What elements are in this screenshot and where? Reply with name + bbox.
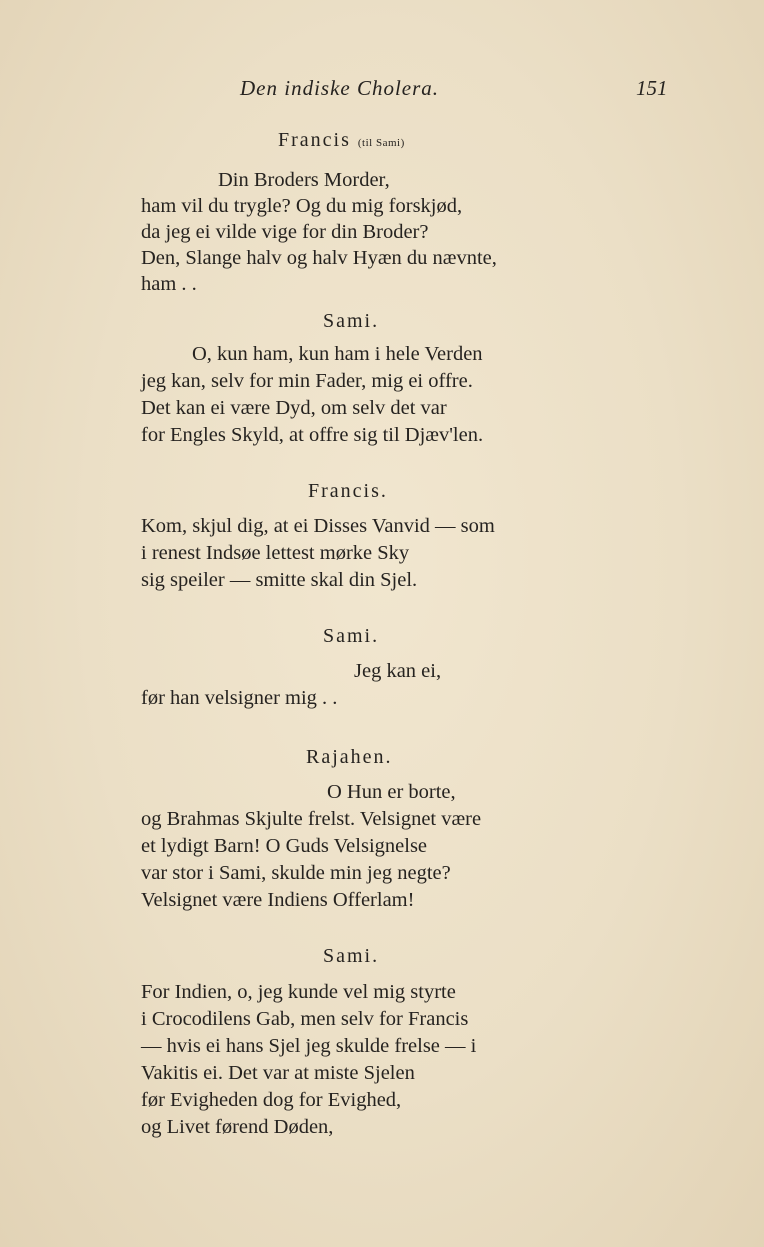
speaker-heading: Francis. [308,480,388,502]
verse-line: Jeg kan ei, [354,660,442,682]
running-header-title: Den indiske Cholera. [240,76,440,100]
speaker-heading: Sami. [323,625,380,647]
verse-line: For Indien, o, jeg kunde vel mig styrte [141,981,456,1003]
speaker-heading: Sami. [323,945,380,967]
verse-line: Den, Slange halv og halv Hyæn du nævnte, [141,247,497,269]
verse-line: et lydigt Barn! O Guds Velsignelse [141,835,428,857]
verse-line: før han velsigner mig . . [141,687,338,709]
verse-line: og Livet førend Døden, [141,1116,334,1138]
verse-line: i Crocodilens Gab, men selv for Francis [141,1008,469,1030]
speaker-heading: Rajahen. [306,746,393,768]
verse-line: — hvis ei hans Sjel jeg skulde frelse — i [141,1035,477,1057]
stage-direction: (til Sami) [357,137,405,149]
verse-line: ham . . [141,273,197,295]
speaker-heading: Sami. [323,310,380,332]
verse-line: O Hun er borte, [327,781,456,803]
verse-line: Velsignet være Indiens Offerlam! [141,889,415,911]
verse-line: Vakitis ei. Det var at miste Sjelen [141,1062,415,1084]
verse-line: O, kun ham, kun ham i hele Verden [192,343,483,365]
speaker-heading [278,129,405,152]
verse-line: og Brahmas Skjulte frelst. Velsignet være [141,808,482,830]
verse-line: var stor i Sami, skulde min jeg negte? [141,862,451,884]
verse-line: i renest Indsøe lettest mørke Sky [141,542,410,564]
speaker-name: Francis [278,129,351,151]
verse-line: sig speiler — smitte skal din Sjel. [141,569,418,591]
verse-line: Det kan ei være Dyd, om selv det var [141,397,447,419]
verse-line: jeg kan, selv for min Fader, mig ei offre. [141,370,473,392]
verse-line: før Evigheden dog for Evighed, [141,1089,402,1111]
verse-line: ham vil du trygle? Og du mig forskjød, [141,195,463,217]
verse-line: for Engles Skyld, at offre sig til Djæv'len. [141,424,484,446]
verse-line: Din Broders Morder, [218,169,390,191]
page-number: 151 [636,76,668,100]
verse-line: da jeg ei vilde vige for din Broder? [141,221,429,243]
verse-line: Kom, skjul dig, at ei Disses Vanvid — som [141,515,495,537]
